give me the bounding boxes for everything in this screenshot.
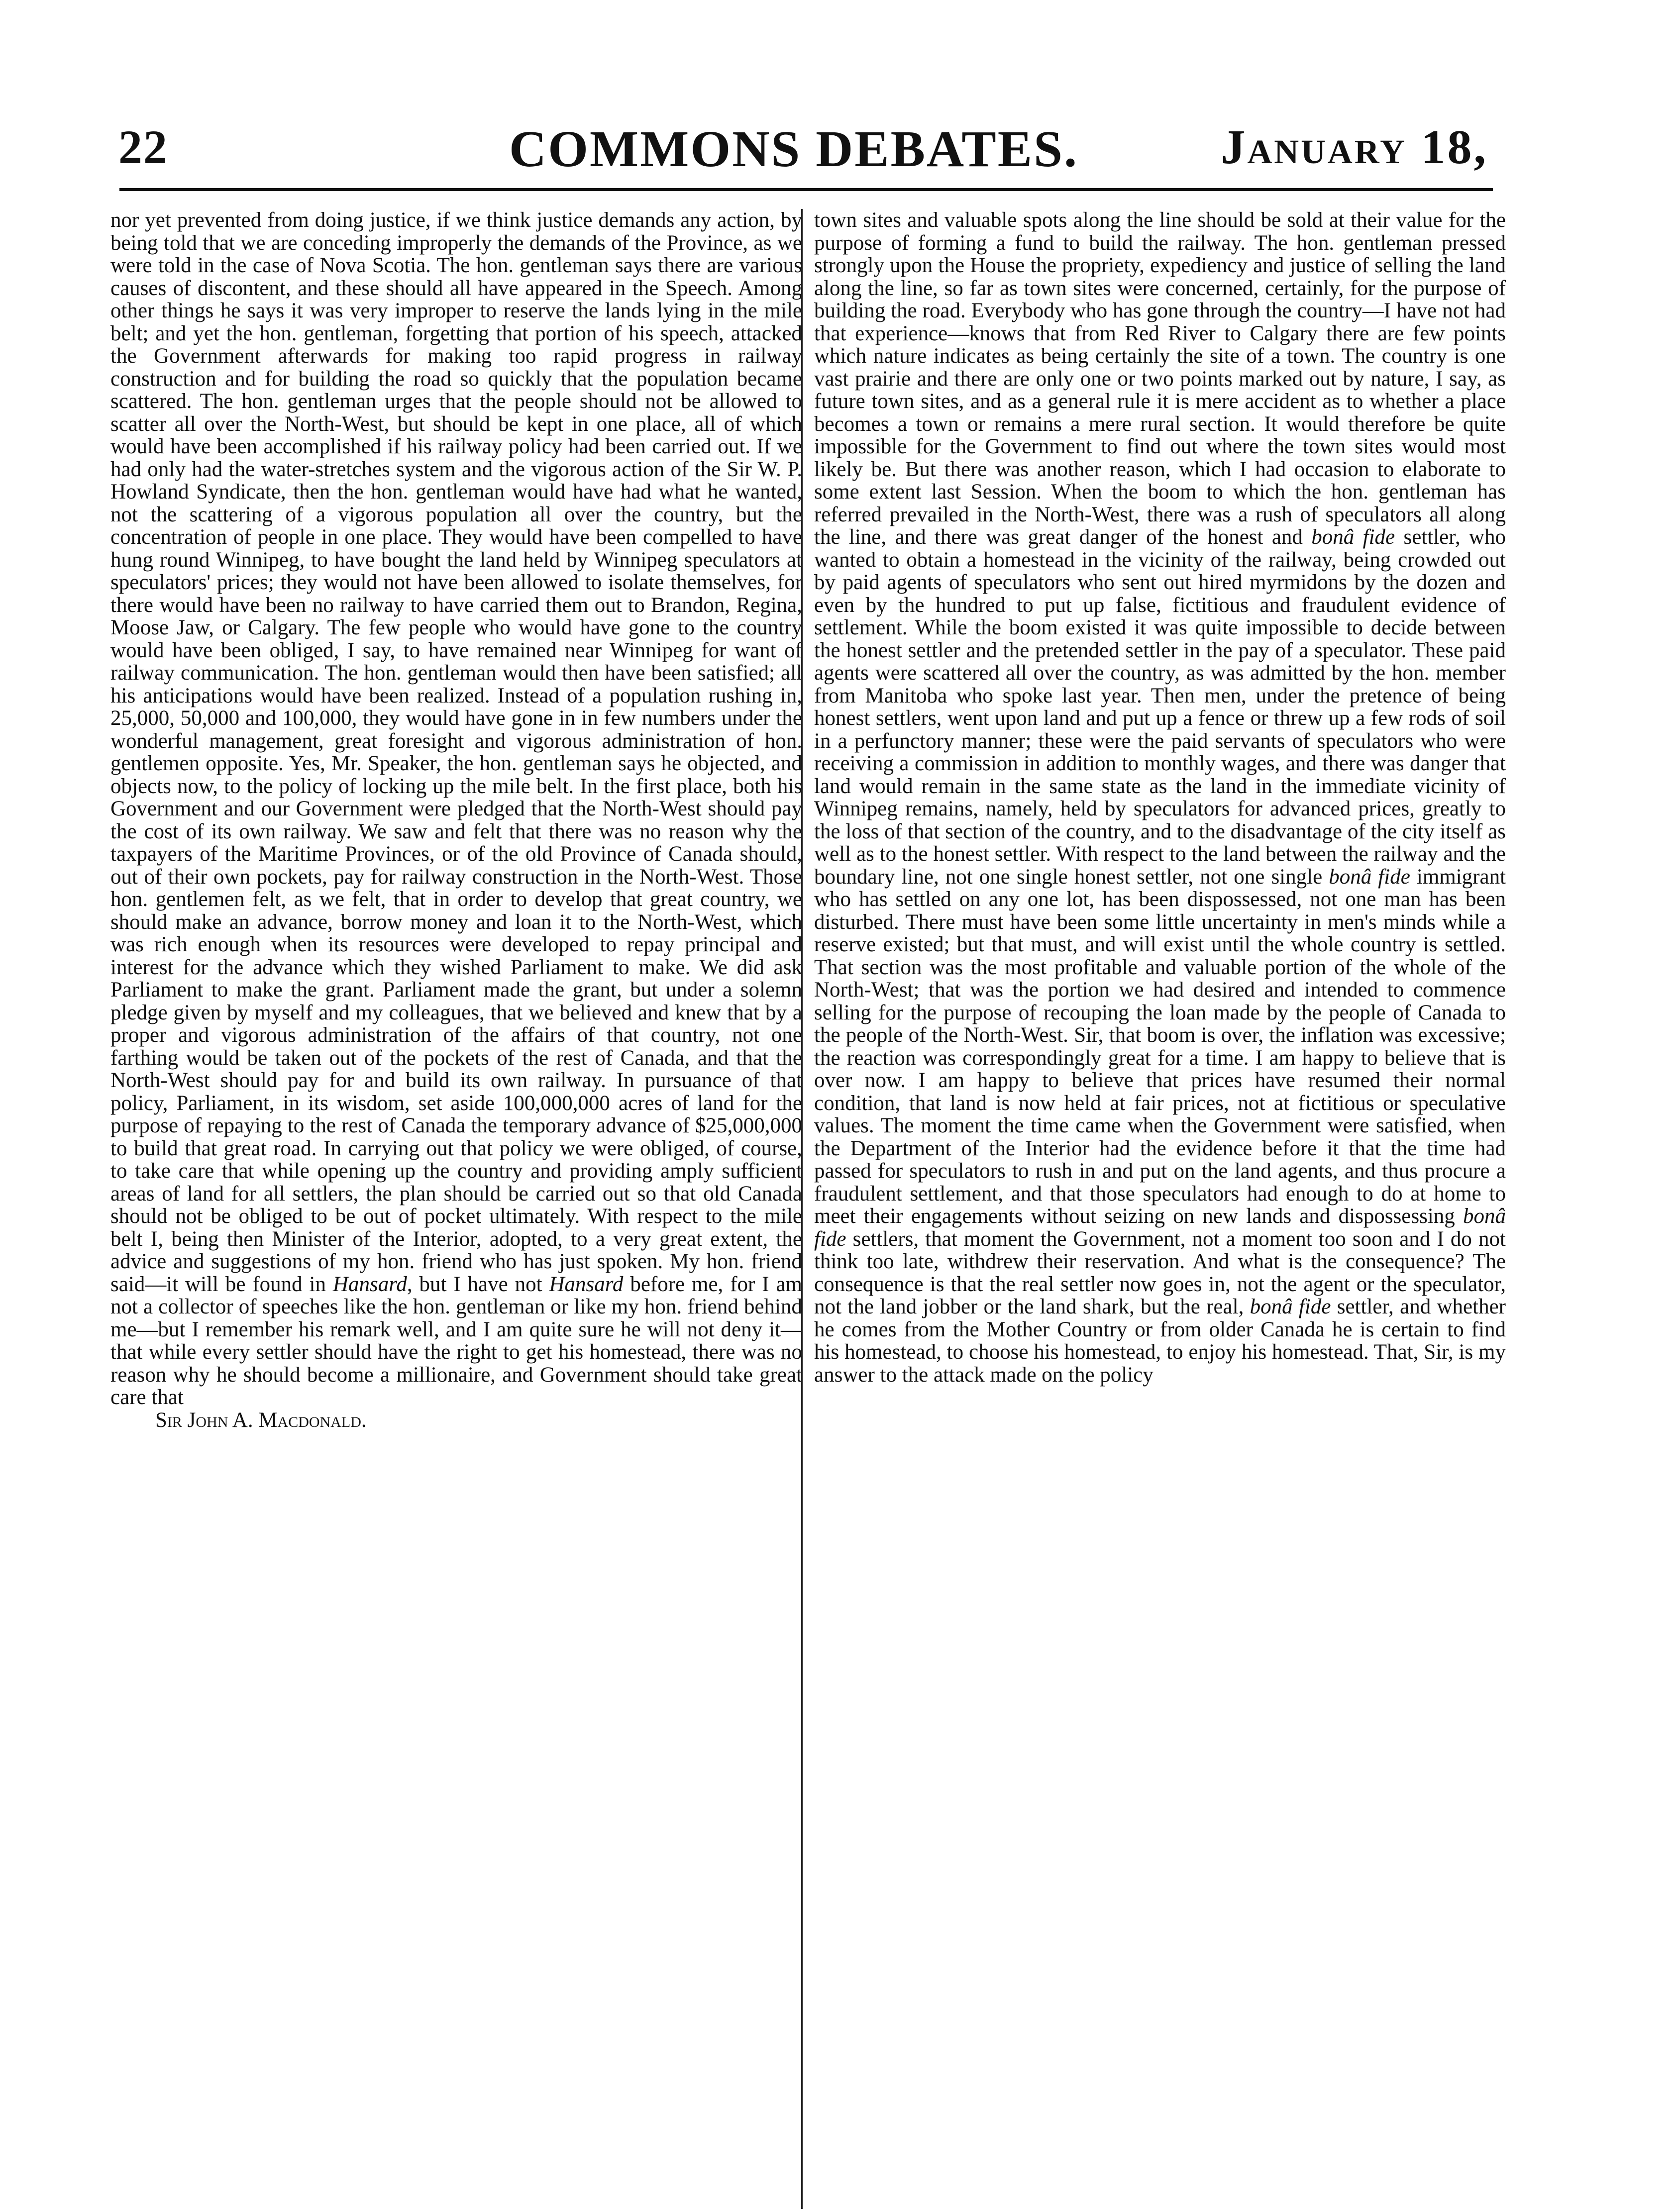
italic-bona-fide: bonâ fide: [1311, 525, 1395, 549]
text-segment: settler, who wanted to obtain a homestead in the vicinity of the railway, being crowded out by paid agents of speculators who sent out hired myrmidons by the dozen and even by the hundred to put up false, fictitious and fraudulent evidence of settlement. While the boom existed it was quite impossible to decide between the honest settler and the pretended settler in the pay of a speculator. These paid agents were scattered all over the country, as was admitted by the hon. member from Manitoba who spoke last year. Then men, under the pretence of being honest settlers, went upon land and put up a fence or threw up a few rods of soil in a perfunctory manner; these were the paid servants of speculators who were receiving a commission in addition to monthly wages, and there was danger that land would remain in the same state as the land in the immediate vicinity of Winnipeg remains, namely, held by speculators for advanced prices, greatly to the loss of that section of the country, and to the disadvantage of the city itself as well as to the honest settler. With respect to the land between the railway and the boundary line, not one single honest settler, not one single: [814, 525, 1506, 889]
text-segment: nor yet prevented from doing justice, if we think justice demands any action, by being told that we are conceding improperly the demands of the Province, as we were told in the case of Nova Scotia. The hon. gentleman says there are various causes of discontent, and these should all have appeared in the Speech. Among other things he says it was very improper to reserve the lands lying in the mile belt; and yet the hon. gentleman, forgetting that portion of his speech, attacked the Government afterwards for making too rapid progress in railway construction and for building the road so quickly that the population became scattered. The hon. gentleman urges that the people should not be allowed to scatter all over the North-West, but should be kept in one place, all of which would have been accomplished if his railway policy had been carried out. If we had only had the water-stretches system and the vigorous action of the Sir W. P. Howland Syndicate, then the hon. gentleman would have had what he wanted, not the scattering of a vigorous population all over the country, but the concentration of people in one place. They would have been compelled to have hung round Winnipeg, to have bought the land held by Winnipeg speculators at speculators' prices; they would not have been allowed to isolate themselves, for there would have been no railway to have carried them out to Brandon, Regina, Moose Jaw, or Calgary. The few people who would have gone to the country would have been obliged, I say, to have remained near Winnipeg for want of railway communication. The hon. gentleman would then have been satisfied; all his anticipations would have been realized. Instead of a population rushing in, 25,000, 50,000 and 100,000, they would have gone in in few numbers under the wonderful management, great foresight and vigorous administration of hon. gentlemen opposite. Yes, Mr. Speaker, the hon. gentleman says he objected, and objects now, to the policy of locking up the mile belt. In the first place, both his Government and our Government were pledged that the North-West should pay the cost of its own railway. We saw and felt that there was no reason why the taxpayers of the Maritime Provinces, or of the old Province of Canada should, out of their own pockets, pay for railway construction in the North-West. Those hon. gentlemen felt, as we felt, that in order to develop that great country, we should make an advance, borrow money and loan it to the North-West, which was rich enough when its resources were developed to repay principal and interest for the advance which they wished Parliament to make. We did ask Parliament to make the grant. Parliament made the grant, but under a solemn pledge given by myself and my colleagues, that we believed and knew that by a proper and vigorous administration of the affairs of that country, not one farthing would be taken out of the pockets of the rest of Canada, and that the North-West should pay for and build its own railway. In pursuance of that policy, Parliament, in its wisdom, set aside 100,000,000 acres of land for the purpose of repaying to the rest of Canada the temporary advance of $25,000,000 to build that great road. In carrying out that policy we were obliged, of course, to take care that while opening up the country and providing amply sufficient areas of land for all settlers, the plan should be carried out so that old Canada should not be obliged to be out of pocket ultimately. With respect to the mile belt I, being then Minister of the Interior, adopted, to a very great extent, the advice and suggestions of my hon. friend who has just spoken. My hon. friend said—it will be found in: [110, 208, 802, 1296]
right-column: [814, 209, 1506, 1386]
speaker-signature: Sir John A. Macdonald.: [155, 1408, 367, 1432]
text-segment: , but I have not: [407, 1272, 549, 1296]
text-segment: settlers, that moment the Government, not a moment too soon and I do not think too late, withdrew their reservation. And what is the consequence? The consequence is that the real settler now goes in, not the agent or the speculator, not the land jobber or the land shark, but the real,: [814, 1227, 1506, 1318]
running-date: January 18,: [1221, 120, 1488, 174]
left-column-paragraph: [110, 209, 802, 1409]
italic-bona-fide: bonâ fide: [814, 1205, 1506, 1251]
page-header: [100, 119, 1488, 184]
running-title: COMMONS DEBATES.: [509, 120, 1078, 178]
left-column: [110, 209, 802, 1431]
italic-hansard: Hansard: [332, 1272, 407, 1296]
right-column-paragraph: [814, 209, 1506, 1386]
text-segment: immigrant who has settled on any one lot, has been dispossessed, not one man has been disturbed. There must have been some little uncertainty in men's minds while a reserve existed; but that must, and will exist until the whole country is settled. That section was the most profitable and valuable portion of the whole of the North-West; that was the portion we had desired and intended to commence selling for the purpose of recouping the loan made by the people of Canada to the people of the North-West. Sir, that boom is over, the inflation was excessive; the reaction was correspondingly great for a time. I am happy to believe that is over now. I am happy to believe that prices have resumed their normal condition, that land is now held at fair prices, not at fictitious or speculative values. The moment the time came when the Government were satisfied, when the Department of the Interior had the evidence before it that the time had passed for speculators to rush in and put on the land agents, and thus procure a fraudulent settlement, and that those speculators had enough to do at home to meet their engagements without seizing on new lands and dispossessing: [814, 865, 1506, 1228]
header-rule: [119, 188, 1493, 191]
italic-bona-fide: bonâ fide: [1250, 1295, 1331, 1318]
column-divider: [801, 209, 803, 2209]
text-segment: before me, for I am not a collector of speeches like the hon. gentleman or like my hon. friend behind me—but I remember his remark well, and I am quite sure he will not deny it—that while every settler should have the right to get his homestead, there was no reason why he should become a millionaire, and Government should take great care that: [110, 1272, 802, 1409]
text-segment: town sites and valuable spots along the line should be sold at their value for the purpose of forming a fund to build the railway. The hon. gentleman pressed strongly upon the House the propriety, expediency and justice of selling the land along the line, so far as town sites were concerned, certainly, for the purpose of building the road. Everybody who has gone through the country—I have not had that experience—knows that from Red River to Calgary there are few points which nature indicates as being certainly the site of a town. The country is one vast prairie and there are only one or two points marked out by nature, I say, as future town sites, and as a general rule it is mere accident as to whether a place becomes a town or remains a mere rural section. It would therefore be quite impossible for the Government to find out where the town sites would most likely be. But there was another reason, which I had occasion to elaborate to some extent last Session. When the boom to which the hon. gentleman has referred prevailed in the North-West, there was a rush of speculators all along the line, and there was great danger of the honest and: [814, 208, 1506, 549]
page-number: 22: [118, 120, 168, 174]
italic-bona-fide: bonâ fide: [1329, 865, 1410, 889]
text-segment: settler, and whether he comes from the Mother Country or from older Canada he is certain to find his homestead, to choose his homestead, to enjoy his homestead. That, Sir, is my answer to the attack made on the policy: [814, 1295, 1506, 1387]
italic-hansard: Hansard: [549, 1272, 624, 1296]
